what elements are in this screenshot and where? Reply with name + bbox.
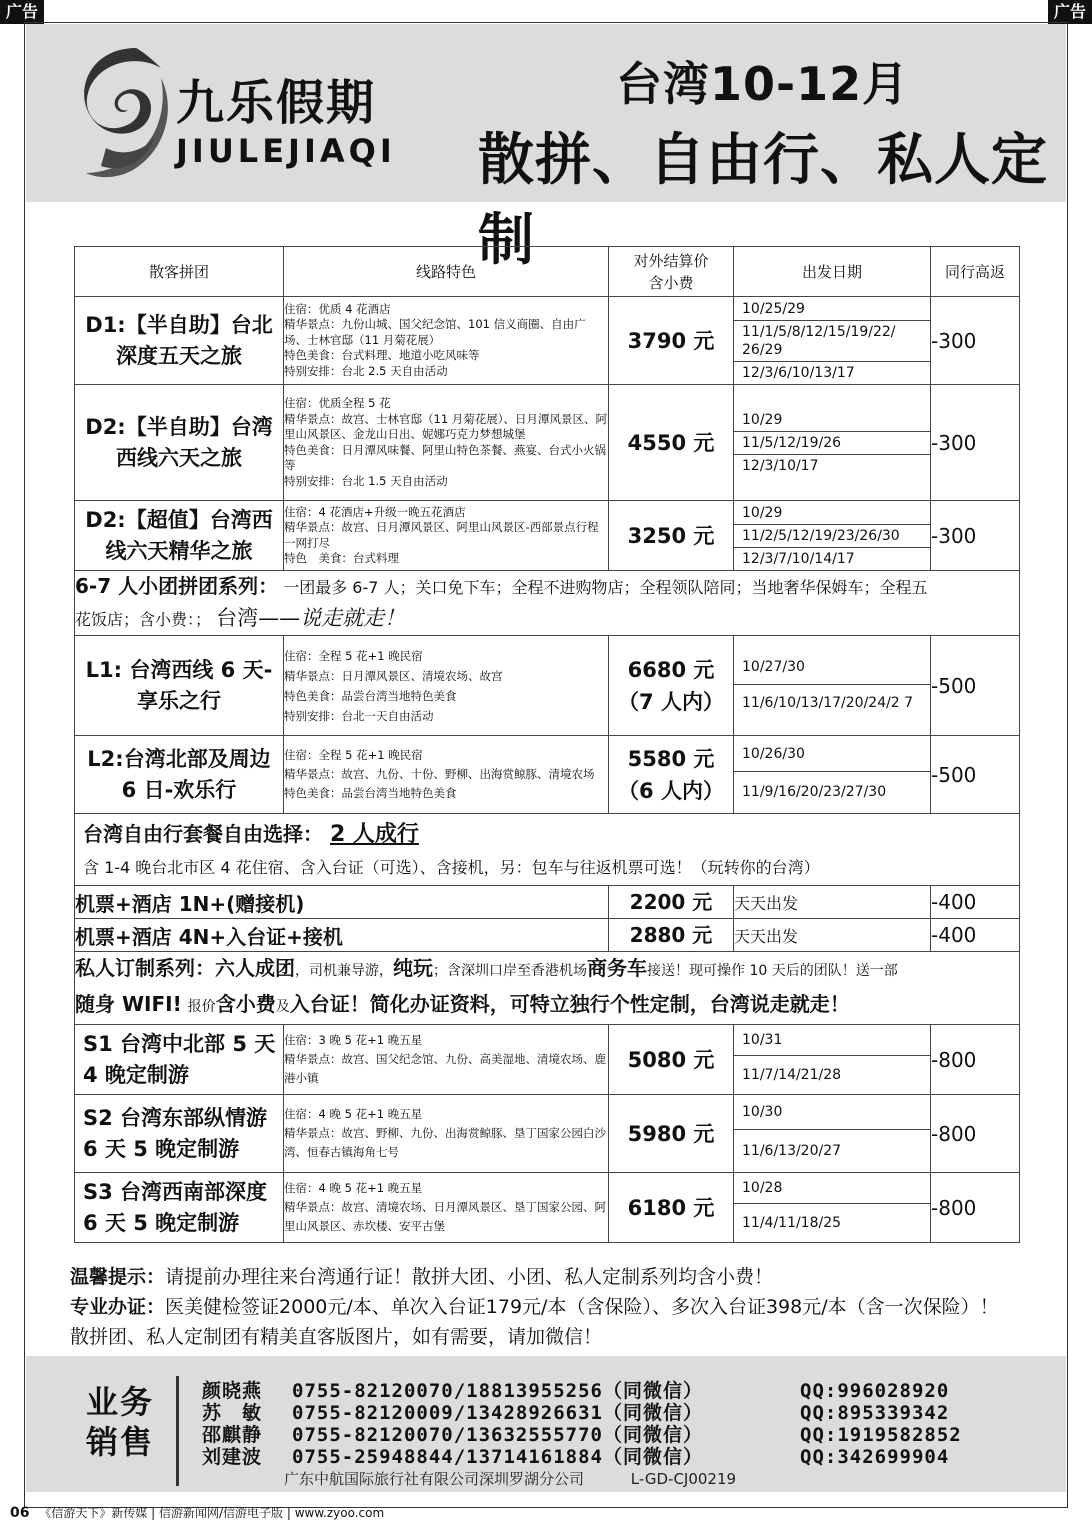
table-row (75, 1095, 1020, 1173)
private-transfer: ；含深圳口岸至香港机场 (433, 963, 587, 979)
feature-line: 特色 美食：台式料理 (284, 551, 399, 565)
swirl-logo-icon (66, 38, 186, 188)
date-line: 11/6/13/20/27 (742, 1143, 842, 1159)
tour-name-line1: S2 台湾东部纵情游 (83, 1105, 268, 1130)
divider (176, 1376, 179, 1486)
feature-line: 精华景点：故宫、九份、十份、野柳、出海赏鲸豚、清境农场 (284, 767, 595, 781)
feature-line: 特色美食：品尝台湾当地特色美食 (284, 786, 457, 800)
contact-name: 刘建波 (202, 1446, 263, 1468)
tour-dates (734, 501, 931, 571)
tour-dates (734, 1095, 931, 1173)
tour-rebate: -300 (931, 297, 1020, 385)
table-row (75, 501, 1020, 571)
col-header-dates: 出发日期 (734, 247, 931, 297)
contact-name: 邵麒静 (202, 1424, 263, 1446)
combo-price: 2200 元 (609, 886, 734, 919)
date-line: 10/25/29 (734, 298, 930, 321)
tour-price: 5980 元 (609, 1095, 734, 1173)
page-title: 台湾10-12月 (616, 57, 910, 111)
table-row (75, 736, 1020, 814)
company-name: 广东中航国际旅行社有限公司深圳罗湖分公司 (284, 1470, 585, 1488)
col-header-features: 线路特色 (284, 247, 609, 297)
date-line: 10/30 (734, 1095, 930, 1130)
tour-features (284, 1095, 609, 1173)
combo-price: 2880 元 (609, 919, 734, 952)
tour-rebate: -300 (931, 385, 1020, 501)
col-header-rebate: 同行高返 (931, 247, 1020, 297)
combo-date: 天天出发 (734, 886, 931, 919)
tour-name (75, 736, 284, 814)
combo-name: 机票+酒店 1N+(赠接机) (75, 886, 609, 919)
sales-label (86, 1382, 154, 1462)
feature-line: 住宿：优质 4 花酒店 (284, 301, 391, 316)
private-car: 商务车 (587, 956, 647, 980)
contact-phone[interactable]: 0755-82120070/13632555770（同微信） (292, 1424, 703, 1446)
tour-features (284, 297, 609, 385)
page-number: 06 (10, 1505, 30, 1521)
tour-name (75, 1173, 284, 1243)
table-row (75, 1173, 1020, 1243)
tour-features (284, 1025, 609, 1095)
feature-line: 住宿：优质全程 5 花 (284, 396, 391, 410)
tour-name-line2: 西线六天之旅 (116, 445, 242, 470)
tour-name-line1: D1:【半自助】台北 (85, 312, 273, 337)
feature-line: 精华景点：故宫、野柳、九份、出海赏鲸豚、垦丁国家公园白沙湾、恒春古镇海角七号 (284, 1126, 606, 1159)
notice-text: 请提前办理往来台湾通行证！散拼大团、小团、私人定制系列均含小费！ (165, 1266, 774, 1288)
company-line (284, 1468, 736, 1489)
date-line: 10/27/30 (734, 650, 930, 685)
combo-date: 天天出发 (734, 919, 931, 952)
private-driver: ，司机兼导游， (295, 963, 393, 979)
feature-line: 精华景点：故宫、日月潭风景区、阿里山风景区-西部景点行程一网打尽 (284, 520, 599, 550)
date-line: 12/3/6/10/13/17 (742, 364, 855, 381)
tour-price-note: （6 人内） (618, 778, 724, 803)
tour-features (284, 1173, 609, 1243)
col-header-price-line1: 对外结算价 (633, 251, 709, 270)
private-and: 及 (275, 999, 290, 1015)
contact-phone[interactable]: 0755-82120009/13428926631（同微信） (292, 1402, 703, 1424)
feature-line: 精华景点：日月潭风景区、清境农场、故宫 (284, 668, 503, 683)
feature-line: 特色美食：品尝台湾当地特色美食 (284, 688, 457, 703)
tour-features (284, 385, 609, 501)
small-group-desc-1: 一团最多 6-7 人；关口免下车；全程不进购物店；全程领队陪同；当地奢华保姆车；全程五 (283, 578, 928, 597)
tour-features (284, 501, 609, 571)
feature-line: 住宿：全程 5 花+1 晚民宿 (284, 648, 423, 663)
table-row (75, 886, 1020, 919)
feature-line: 住宿：3 晚 5 花+1 晚五星 (284, 1033, 423, 1047)
feature-line: 精华景点：故宫、清境农场、日月潭风景区、垦丁国家公园、阿里山风景区、赤坎楼、安平古堡 (284, 1200, 606, 1233)
small-group-desc-2: 花饭店；含小费：； (75, 610, 212, 629)
date-line: 11/6/10/13/17/20/24/2 7 (742, 695, 914, 711)
date-line: 11/4/11/18/25 (742, 1215, 842, 1231)
private-tips: 含小费 (215, 992, 276, 1016)
tour-price (609, 736, 734, 814)
private-wifi: 随身 WIFI! (75, 992, 182, 1016)
private-quote: 报价 (187, 999, 216, 1015)
free-travel-note: 含 1-4 晚台北市区 4 花住宿、含入台证（可选）、含接机，另：包车与往返机票可选！（玩转你的台湾） (83, 858, 820, 877)
notice-line (70, 1292, 1060, 1322)
feature-line: 住宿：4 晚 5 花+1 晚五星 (284, 1107, 423, 1121)
tour-name-line1: S1 台湾中北部 5 天 (83, 1031, 276, 1056)
free-travel-title: 台湾自由行套餐自由选择： (83, 822, 323, 846)
feature-line: 精华景点：九份山城、国父纪念馆、101 信义商圈、自由广场、士林官邸（11 月菊花展） (284, 317, 586, 347)
date-line: 11/2/5/12/19/23/26/30 (734, 525, 930, 548)
brand-name-en: JIULEJIAQI (176, 132, 396, 170)
small-group-title: 6-7 人小团拼团系列： (75, 574, 279, 598)
free-travel-banner (75, 814, 1020, 886)
feature-line: 精华景点：故宫、士林官邸（11 月菊花展）、日月潭风景区、阿里山风景区、金龙山日出、妮娜巧克力梦想城堡 (284, 411, 608, 441)
col-header-price (609, 247, 734, 297)
tour-rebate: -800 (931, 1095, 1020, 1173)
tour-name-line1: L2:台湾北部及周边 (87, 746, 271, 771)
table-header-row (75, 247, 1020, 297)
private-title: 私人订制系列： (75, 956, 215, 980)
combo-name: 机票+酒店 4N+入台证+接机 (75, 919, 609, 952)
feature-line: 特别安排：台北 2.5 天自由活动 (284, 363, 448, 378)
notice-text: 医美健检签证2000元/本、单次入台证179元/本（含保险）、多次入台证398元/本（含一次保险）！ (165, 1296, 999, 1318)
tour-price-note: （7 人内） (618, 689, 724, 714)
tour-price: 3790 元 (609, 297, 734, 385)
date-line: 11/5/12/19/26 (734, 432, 930, 455)
feature-line: 住宿：全程 5 花+1 晚民宿 (284, 748, 423, 762)
table-row (75, 297, 1020, 385)
tour-price (609, 636, 734, 736)
tour-name (75, 385, 284, 501)
tour-name-line2: 6 天 5 晚定制游 (83, 1136, 240, 1161)
tour-name-line2: 深度五天之旅 (116, 343, 242, 368)
tour-name-line1: D2:【超值】台湾西 (85, 507, 273, 532)
private-min: 六人成团 (215, 956, 295, 980)
notice-line: 散拼团、私人定制团有精美直客版图片，如有需要，请加微信！ (70, 1326, 603, 1348)
ad-label-left: 广告 (0, 0, 44, 24)
tour-dates (734, 1173, 931, 1243)
tour-price: 5080 元 (609, 1025, 734, 1095)
private-pure: 纯玩 (393, 956, 433, 980)
private-visa: 入台证！简化办证资料，可特立独行个性定制，台湾说走就走！ (289, 992, 850, 1016)
combo-rebate: -400 (931, 886, 1020, 919)
date-line: 11/1/5/8/12/15/19/22/ 26/29 (734, 321, 930, 362)
tour-name-line1: L1: 台湾西线 6 天- (85, 657, 273, 682)
private-banner (75, 952, 1020, 1025)
tour-dates (734, 736, 931, 814)
tour-price: 6180 元 (609, 1173, 734, 1243)
tour-name (75, 636, 284, 736)
tour-features (284, 736, 609, 814)
sales-label-line1: 业务 (86, 1383, 155, 1421)
date-line: 10/26/30 (734, 737, 930, 772)
col-header-price-line2: 含小费 (648, 273, 694, 292)
tour-features (284, 636, 609, 736)
contact-qq[interactable]: QQ:342699904 (800, 1446, 950, 1468)
contact-name: 苏 敏 (202, 1402, 263, 1424)
notice-label: 温馨提示： (70, 1266, 166, 1288)
tour-price-value: 5580 元 (627, 746, 715, 771)
private-note: 接送！现可操作 10 天后的团队！送一部 (647, 963, 898, 979)
tour-name-line2: 6 天 5 晚定制游 (83, 1210, 240, 1235)
page-subtitle: 散拼、自由行、私人定制 (478, 128, 1048, 273)
sales-section (26, 1356, 1066, 1492)
tour-name-line2: 享乐之行 (137, 688, 221, 713)
contact-phone[interactable]: 0755-82120070/18813955256（同微信） (292, 1380, 703, 1402)
tour-name-line1: D2:【半自助】台湾 (85, 414, 273, 439)
tour-dates (734, 385, 931, 501)
feature-line: 特色美食：日月潭风味餐、阿里山特色茶餐、燕宴、台式小火锅等 (284, 442, 606, 472)
brand-name-cn: 九乐假期 (176, 75, 377, 131)
table-row (75, 1025, 1020, 1095)
license-number: L-GD-CJ00219 (630, 1470, 737, 1488)
date-line: 12/3/10/17 (742, 457, 819, 474)
notice-line (70, 1262, 1060, 1292)
slogan-text: 说走就走！ (300, 606, 406, 630)
feature-line: 住宿：4 花酒店+升级一晚五花酒店 (284, 504, 466, 519)
tour-rebate: -500 (931, 736, 1020, 814)
contact-phone[interactable]: 0755-25948844/13714161884（同微信） (292, 1446, 703, 1468)
sales-label-line2: 销售 (86, 1423, 155, 1461)
contact-qq[interactable]: QQ:996028920 (800, 1380, 950, 1402)
contact-qq[interactable]: QQ:1919582852 (800, 1424, 962, 1446)
contact-qq[interactable]: QQ:895339342 (800, 1402, 950, 1424)
feature-line: 住宿：4 晚 5 花+1 晚五星 (284, 1181, 423, 1195)
table-row (75, 919, 1020, 952)
feature-line: 精华景点：故宫、国父纪念馆、九份、高美湿地、清境农场、鹿港小镇 (284, 1052, 606, 1085)
date-line: 11/7/14/21/28 (742, 1067, 842, 1083)
tour-name-line2: 4 晚定制游 (83, 1062, 189, 1087)
notice-section (70, 1262, 1060, 1352)
contact-name: 颜晓燕 (202, 1380, 263, 1402)
tour-price: 3250 元 (609, 501, 734, 571)
table-row (75, 636, 1020, 736)
tour-name (75, 1095, 284, 1173)
slogan-prefix: 台湾—— (216, 606, 301, 630)
tour-price: 4550 元 (609, 385, 734, 501)
date-line: 10/29 (734, 409, 930, 432)
col-header-group: 散客拼团 (75, 247, 284, 297)
feature-line: 特别安排：台北一天自由活动 (284, 708, 434, 723)
tour-dates (734, 297, 931, 385)
table-row (75, 385, 1020, 501)
notice-label: 专业办证： (70, 1296, 166, 1318)
feature-line: 特色美食：台式料理、地道小吃风味等 (284, 348, 480, 363)
date-line: 10/31 (734, 1025, 930, 1056)
tour-price-value: 6680 元 (627, 657, 715, 682)
tour-dates (734, 636, 931, 736)
tour-rebate: -800 (931, 1173, 1020, 1243)
tour-dates (734, 1025, 931, 1095)
tour-rebate: -300 (931, 501, 1020, 571)
tour-table (74, 246, 1020, 1243)
feature-line: 特别安排：台北 1.5 天自由活动 (284, 473, 448, 488)
tour-name (75, 501, 284, 571)
contact-row (202, 1442, 949, 1469)
combo-rebate: -400 (931, 919, 1020, 952)
tour-name-line2: 线六天精华之旅 (105, 538, 253, 563)
tour-name (75, 1025, 284, 1095)
tour-name-line1: S3 台湾西南部深度 (83, 1179, 268, 1204)
tour-rebate: -500 (931, 636, 1020, 736)
free-travel-min: 2 人成行 (329, 822, 419, 847)
date-line: 11/9/16/20/23/27/30 (742, 784, 887, 800)
tour-name (75, 297, 284, 385)
date-line: 10/29 (734, 502, 930, 525)
ad-label-right: 广告 (1048, 0, 1092, 24)
small-group-banner (75, 571, 1020, 636)
date-line: 12/3/7/10/14/17 (742, 550, 855, 567)
date-line: 10/28 (734, 1173, 930, 1204)
tour-rebate: -800 (931, 1025, 1020, 1095)
tour-name-line2: 6 日-欢乐行 (121, 777, 237, 802)
footer-text[interactable]: 《信游天下》新传媒 | 信游新闻网/信游电子版 | www.zyoo.com (39, 1506, 385, 1520)
page-footer (10, 1504, 384, 1521)
